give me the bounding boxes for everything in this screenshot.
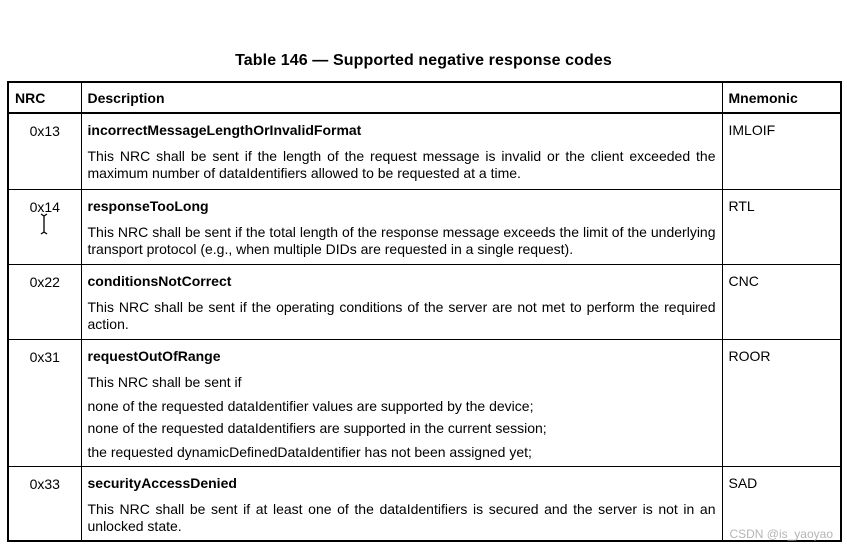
nrc-name: requestOutOfRange (87, 347, 221, 364)
nrc-code: 0x31 (8, 339, 81, 466)
nrc-mnemonic: CNC (722, 264, 841, 339)
table-title: Table 146 — Supported negative response codes (235, 52, 612, 69)
nrc-description-line: none of the requested dataIdentifier values are supported by the device; (87, 397, 534, 414)
description-cell (81, 264, 722, 339)
table-row (8, 466, 841, 541)
nrc-code: 0x14 (8, 189, 81, 264)
nrc-mnemonic: RTL (722, 189, 841, 264)
nrc-mnemonic: IMLOIF (722, 113, 841, 189)
text-cursor-icon (39, 213, 51, 235)
nrc-mnemonic: SAD (722, 466, 841, 541)
watermark: CSDN @is_yaoyao (729, 527, 833, 541)
header-mnemonic: Mnemonic (722, 82, 841, 113)
table-row (8, 339, 841, 466)
description-cell (81, 466, 722, 541)
nrc-description: This NRC shall be sent if the total length of the response message exceeds the limit of the underlying transport protocol (e.g., when multiple DIDs are requested in a single request). (87, 223, 716, 257)
nrc-name: incorrectMessageLengthOrInvalidFormat (87, 122, 362, 138)
table-header-row (8, 82, 841, 113)
nrc-description: This NRC shall be sent if at least one of the dataIdentifiers is secured and the server is not in an unlocked state. (87, 500, 716, 534)
description-cell (81, 339, 722, 466)
nrc-code: 0x13 (8, 113, 81, 189)
nrc-name: securityAccessDenied (87, 474, 237, 491)
header-nrc: NRC (8, 82, 81, 113)
nrc-description: This NRC shall be sent if the operating conditions of the server are not met to perform the required action. (87, 298, 716, 332)
table-row (8, 189, 841, 264)
nrc-table (7, 81, 842, 542)
nrc-name: responseTooLong (87, 197, 209, 214)
nrc-code: 0x22 (8, 264, 81, 339)
nrc-description-line: the requested dynamicDefinedDataIdentifier has not been assigned yet; (87, 443, 532, 460)
nrc-mnemonic: ROOR (722, 339, 841, 466)
description-cell (81, 113, 722, 189)
description-cell (81, 189, 722, 264)
table-row (8, 264, 841, 339)
table-row (8, 113, 841, 189)
nrc-description-line: This NRC shall be sent if (87, 373, 242, 390)
nrc-code: 0x33 (8, 466, 81, 541)
nrc-description: This NRC shall be sent if the length of the request message is invalid or the client exceeded the maximum number of dataIdentifiers allowed to be requested at a time. (87, 148, 716, 181)
header-description: Description (81, 82, 722, 113)
nrc-name: conditionsNotCorrect (87, 272, 232, 289)
nrc-description-line: none of the requested dataIdentifiers are supported in the current session; (87, 419, 547, 436)
